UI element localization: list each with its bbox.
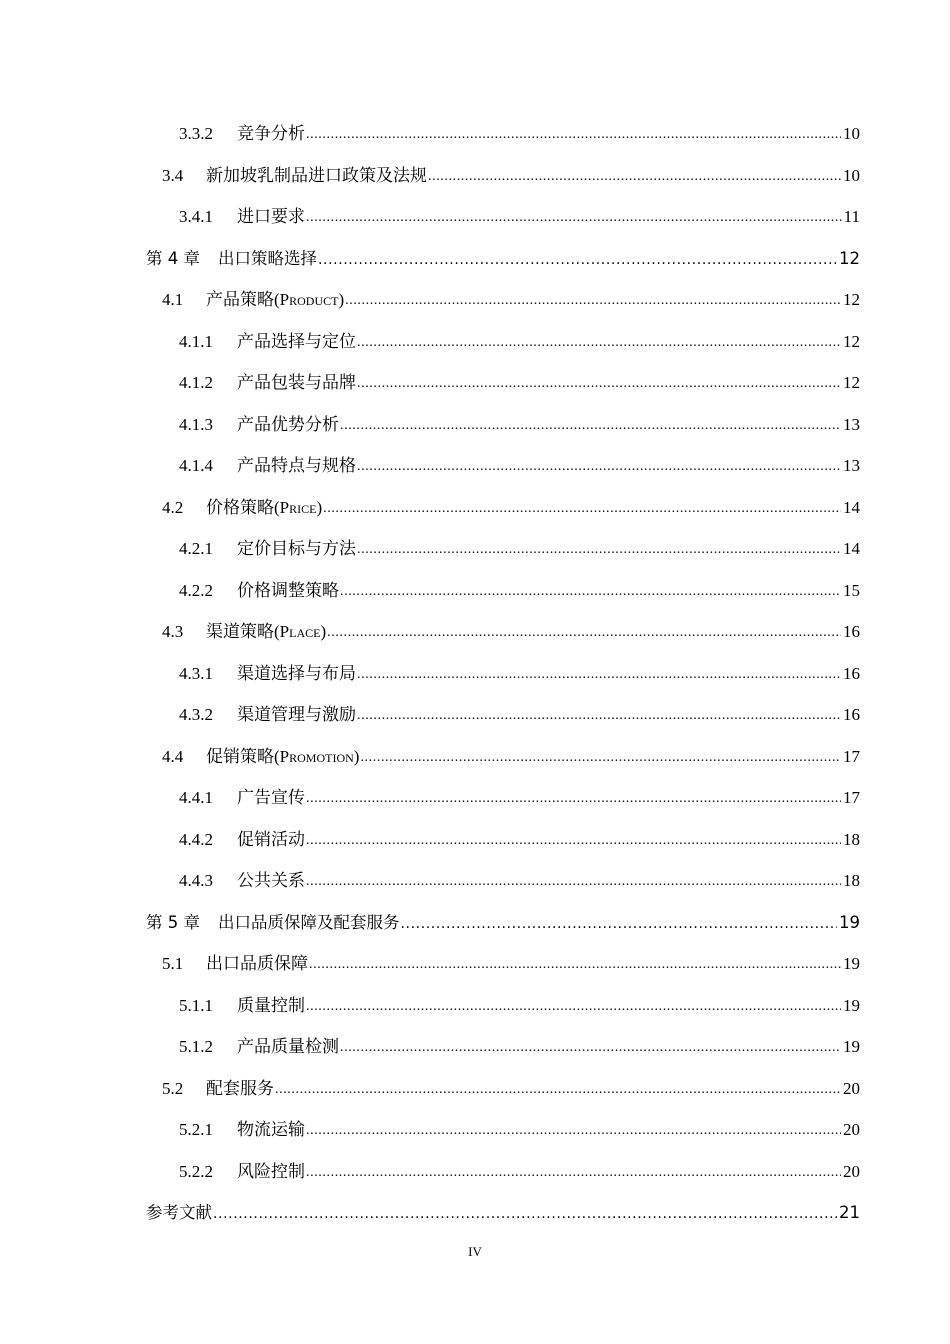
toc-entry[interactable]	[179, 866, 860, 892]
dot-leader	[213, 1206, 837, 1220]
toc-entry[interactable]	[179, 119, 860, 145]
toc-entry-number: 5.2.2	[179, 1162, 213, 1181]
toc-entry[interactable]	[146, 244, 860, 270]
toc-entry-title: 产品选择与定位	[237, 332, 356, 351]
toc-entry[interactable]	[146, 1198, 860, 1224]
toc-entry-page: 18	[843, 830, 860, 849]
toc-entry-page: 17	[843, 747, 860, 766]
toc-entry-page: 12	[843, 332, 860, 351]
toc-entry-page: 19	[839, 913, 860, 932]
toc-entry[interactable]	[179, 1157, 860, 1183]
dot-leader	[306, 791, 841, 805]
toc-entry-title: 新加坡乳制品进口政策及法规	[206, 166, 427, 185]
toc-entry-title: 产品优势分析	[237, 415, 339, 434]
toc-entry-title: 促销活动	[237, 830, 305, 849]
toc-entry-page: 13	[843, 415, 860, 434]
toc-entry-number: 3.4.1	[179, 207, 213, 226]
dot-leader	[306, 127, 841, 141]
toc-entry[interactable]	[179, 576, 860, 602]
toc-entry[interactable]	[179, 700, 860, 726]
dot-leader	[357, 376, 841, 390]
toc-entry[interactable]	[162, 949, 860, 975]
toc-entry-page: 19	[843, 996, 860, 1015]
toc-entry[interactable]	[162, 493, 860, 519]
toc-entry-number: 4.4.2	[179, 830, 213, 849]
toc-entry-title: 价格策略(Price)	[206, 498, 323, 517]
toc-entry[interactable]	[162, 161, 860, 187]
toc-entry-page: 21	[839, 1203, 860, 1222]
toc-entry-title: 竞争分析	[237, 124, 305, 143]
toc-entry-page: 13	[843, 456, 860, 475]
toc-entry-page: 14	[843, 498, 860, 517]
dot-leader	[306, 874, 841, 888]
toc-entry-number: 4.3.1	[179, 664, 213, 683]
dot-leader	[306, 1165, 841, 1179]
dot-leader	[357, 542, 841, 556]
toc-entry-number: 4.2.2	[179, 581, 213, 600]
toc-entry-number: 5.1.2	[179, 1037, 213, 1056]
toc-entry-page: 10	[843, 124, 860, 143]
toc-entry[interactable]	[179, 202, 860, 228]
toc-entry-page: 12	[843, 290, 860, 309]
toc-entry-title: 公共关系	[237, 871, 305, 890]
toc-entry-page: 17	[843, 788, 860, 807]
toc-entry[interactable]	[162, 617, 860, 643]
toc-entry-number: 4.1.3	[179, 415, 213, 434]
toc-entry-number: 4.1.2	[179, 373, 213, 392]
toc-entry-number: 5.2.1	[179, 1120, 213, 1139]
toc-entry-page: 16	[843, 664, 860, 683]
dot-leader	[275, 1082, 841, 1096]
toc-entry[interactable]	[179, 1032, 860, 1058]
dot-leader	[428, 169, 841, 183]
toc-entry-page: 16	[843, 622, 860, 641]
dot-leader	[306, 210, 842, 224]
toc-entry-title: 参考文献	[146, 1203, 212, 1222]
toc-entry-page: 14	[843, 539, 860, 558]
toc-entry-title: 配套服务	[206, 1079, 274, 1098]
toc-entry-number: 5.1.1	[179, 996, 213, 1015]
toc-entry[interactable]	[162, 1074, 860, 1100]
dot-leader	[401, 916, 838, 930]
dot-leader	[318, 252, 837, 266]
toc-entry[interactable]	[179, 783, 860, 809]
toc-entry-number: 4.3	[162, 622, 184, 641]
toc-entry-title: 价格调整策略	[237, 581, 339, 600]
dot-leader	[340, 1040, 841, 1054]
toc-entry-page: 18	[843, 871, 860, 890]
dot-leader	[357, 708, 841, 722]
toc-entry-page: 12	[839, 249, 860, 268]
toc-entry[interactable]	[179, 534, 860, 560]
toc-entry-page: 12	[843, 373, 860, 392]
toc-entry[interactable]	[146, 908, 860, 934]
toc-entry-page: 20	[843, 1079, 860, 1098]
toc-entry-number: 4.4	[162, 747, 184, 766]
page-number-footer: IV	[468, 1244, 482, 1259]
toc-entry-title: 产品质量检测	[237, 1037, 339, 1056]
dot-leader	[306, 1123, 841, 1137]
toc-entry-page: 20	[843, 1120, 860, 1139]
toc-entry[interactable]	[179, 659, 860, 685]
toc-entry-page: 10	[843, 166, 860, 185]
toc-entry-number: 5.2	[162, 1079, 184, 1098]
toc-entry-number: 4.2.1	[179, 539, 213, 558]
dot-leader	[340, 584, 841, 598]
dot-leader	[327, 625, 841, 639]
dot-leader	[357, 335, 841, 349]
dot-leader	[357, 459, 841, 473]
toc-entry[interactable]	[162, 285, 860, 311]
toc-entry-title: 渠道管理与激励	[237, 705, 356, 724]
toc-entry-page: 19	[843, 1037, 860, 1056]
toc-entry[interactable]	[179, 327, 860, 353]
dot-leader	[309, 957, 841, 971]
toc-entry-page: 11	[843, 207, 860, 226]
toc-entry[interactable]	[179, 825, 860, 851]
dot-leader	[323, 501, 841, 515]
toc-entry[interactable]	[179, 1115, 860, 1141]
toc-entry-title: 广告宣传	[237, 788, 305, 807]
toc-entry-title: 出口策略选择	[218, 249, 317, 268]
toc-entry-title: 渠道选择与布局	[237, 664, 356, 683]
toc-entry-number: 4.4.1	[179, 788, 213, 807]
toc-entry-title: 定价目标与方法	[237, 539, 356, 558]
toc-entry-page: 19	[843, 954, 860, 973]
toc-entry-title: 质量控制	[237, 996, 305, 1015]
dot-leader	[340, 418, 841, 432]
toc-entry-number: 4.2	[162, 498, 184, 517]
toc-entry-title: 产品特点与规格	[237, 456, 356, 475]
toc-entry-number: 4.1	[162, 290, 184, 309]
toc-entry-title: 出口品质保障及配套服务	[218, 913, 400, 932]
toc-entry-number: 4.1.1	[179, 332, 213, 351]
toc-entry[interactable]	[162, 742, 860, 768]
toc-entry[interactable]	[179, 410, 860, 436]
toc-entry-page: 15	[843, 581, 860, 600]
toc-entry-title: 渠道策略(Place)	[206, 622, 327, 641]
toc-entry-title: 促销策略(Promotion)	[206, 747, 360, 766]
toc-entry-title: 产品策略(Product)	[206, 290, 345, 309]
toc-entry[interactable]	[179, 991, 860, 1017]
dot-leader	[306, 833, 841, 847]
toc-entry-number: 3.3.2	[179, 124, 213, 143]
dot-leader	[360, 750, 841, 764]
toc-entry-page: 20	[843, 1162, 860, 1181]
toc-entry-number: 3.4	[162, 166, 184, 185]
toc-entry-number: 第 4 章	[146, 249, 200, 268]
toc-entry-title: 进口要求	[237, 207, 305, 226]
toc-entry-number: 5.1	[162, 954, 184, 973]
toc-entry-page: 16	[843, 705, 860, 724]
toc-entry-title: 出口品质保障	[206, 954, 308, 973]
toc-entry-number: 4.1.4	[179, 456, 213, 475]
toc-entry-title: 产品包装与品牌	[237, 373, 356, 392]
toc-entry-number: 第 5 章	[146, 913, 200, 932]
toc-entry-title: 物流运输	[237, 1120, 305, 1139]
toc-entry-title: 风险控制	[237, 1162, 305, 1181]
dot-leader	[306, 999, 841, 1013]
dot-leader	[345, 293, 841, 307]
toc-entry[interactable]	[179, 451, 860, 477]
toc-entry-number: 4.3.2	[179, 705, 213, 724]
toc-entry-number: 4.4.3	[179, 871, 213, 890]
dot-leader	[357, 667, 841, 681]
toc-entry[interactable]	[179, 368, 860, 394]
